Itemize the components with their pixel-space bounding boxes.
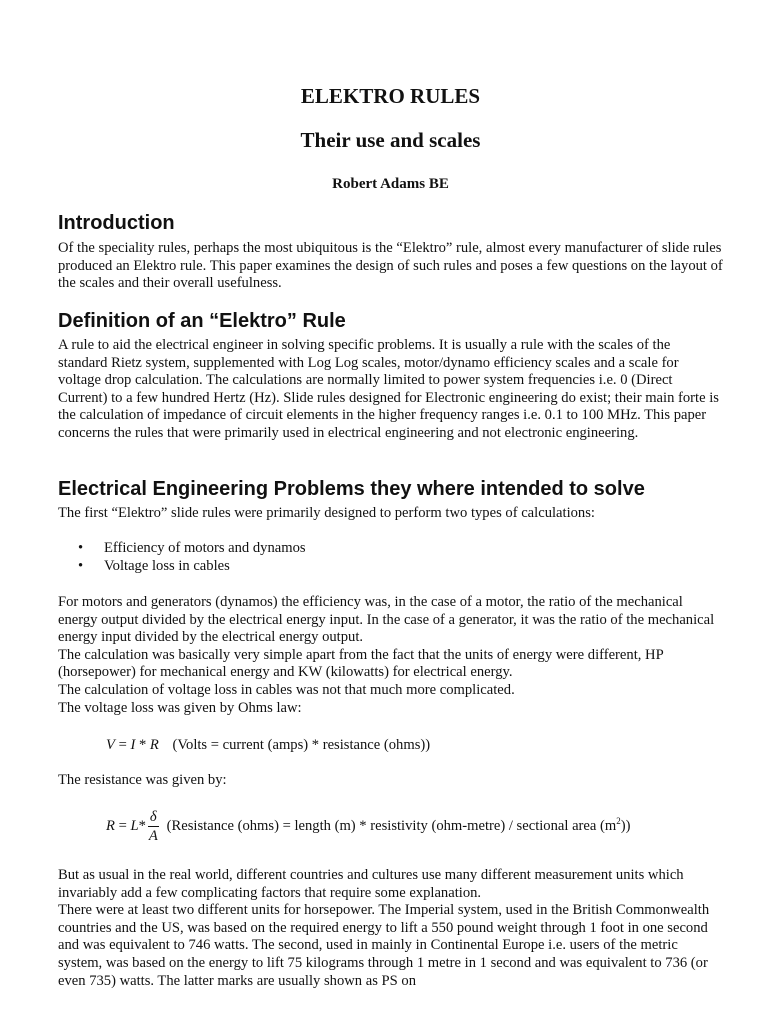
bullet-list xyxy=(78,540,306,575)
formula-symbol: R xyxy=(149,737,159,753)
formula-description: (Resistance (ohms) = length (m) * resistivity (ohm-metre) / sectional area (m xyxy=(166,817,617,834)
document-subtitle: Their use and scales xyxy=(300,128,481,152)
formula-resistance xyxy=(106,808,630,845)
paragraph-units: The calculation was basically very simple apart from the fact that the units of energy were different, HP (horsepower) for mechanical energy and KW (kilowatts) for electrical energy. xyxy=(58,646,664,681)
formula-symbol: I xyxy=(130,737,136,753)
paragraph-introduction: Of the speciality rules, perhaps the most ubiquitous is the “Elektro” rule, almost every manufacturer of slide rules produced an Elektro rule. This paper examines the design of such rules and poses a few questions on the layout of the scales and their overall usefulness. xyxy=(58,240,723,292)
paragraph-problems-intro: The first “Elektro” slide rules were primarily designed to perform two types of calculations: xyxy=(58,505,595,521)
paragraph-efficiency: For motors and generators (dynamos) the efficiency was, in the case of a motor, the ratio of the mechanical energy output divided by the electrical energy input. In the case of a generator, it was the ratio of the mechanical energy input divided by the electrical energy output. xyxy=(58,594,715,646)
formula-symbol: L xyxy=(130,817,139,834)
formula-description: (Volts = current (amps) * resistance (ohms)) xyxy=(172,737,431,753)
paragraph-definition: A rule to aid the electrical engineer in solving specific problems. It is usually a rule with the scales of the standard Rietz system, supplemented with Log Log scales, motor/dynamo efficiency scales and a scale for voltage drop calculation. The calculations are normally limited to power system frequencies i.e. 0 (Direct Current) to a few hundred Hertz (Hz). Slide rules designed for Electronic engineering do exist; their main forte is the calculation of impedance of circuit elements in the higher frequency ranges i.e. 0.1 to 100 MHz. This paper concerns the rules that were primarily used in electrical engineering and not electronic engineering. xyxy=(58,337,719,441)
formula-symbol: V xyxy=(106,737,115,753)
formula-ohms-law xyxy=(106,737,430,755)
formula-operator: = xyxy=(114,817,131,834)
formula-superscript: 2 xyxy=(616,815,621,826)
bullet-icon: • xyxy=(78,557,84,574)
document-title: ELEKTRO RULES xyxy=(300,84,481,108)
paragraph-resistance: The resistance was given by: xyxy=(58,772,227,788)
formula-operator: * xyxy=(138,817,146,834)
document-author: Robert Adams BE xyxy=(332,176,449,192)
list-item xyxy=(78,558,306,576)
heading-problems: Electrical Engineering Problems they where intended to solve xyxy=(58,478,645,500)
fraction-denominator: A xyxy=(148,828,158,844)
bullet-icon: • xyxy=(78,540,84,556)
heading-definition: Definition of an “Elektro” Rule xyxy=(58,310,346,332)
fraction-numerator: δ xyxy=(149,809,157,825)
formula-description-end: )) xyxy=(620,817,631,834)
paragraph-units-complication: But as usual in the real world, different countries and cultures use many different measurement units which invariably add a few complicating factors that require some explanation. xyxy=(58,867,684,901)
paragraph-voltage-loss: The calculation of voltage loss in cables was not that much more complicated. xyxy=(58,681,515,698)
formula-symbol: R xyxy=(106,817,115,834)
list-item-text: Efficiency of motors and dynamos xyxy=(104,540,306,556)
paragraph-group xyxy=(58,594,723,717)
list-item-text: Voltage loss in cables xyxy=(104,557,230,574)
paragraph-horsepower: There were at least two different units for horsepower. The Imperial system, used in the British Commonwealth countries and the US, was based on the required energy to lift a 550 pound weight through 1 foot in one second and was equivalent to 746 watts. The second, used in mainly in Continental Europe i.e. users of the metric system, was based on the energy to lift 75 kilograms through 1 metre in 1 second and was equivalent to 736 (or even 735) watts. The latter marks are usually shown as PS on xyxy=(58,902,710,989)
paragraph-group xyxy=(58,867,723,990)
formula-operator: = xyxy=(114,737,131,753)
paragraph-ohms-law: The voltage loss was given by Ohms law: xyxy=(58,699,302,716)
formula-fraction xyxy=(148,808,159,845)
list-item xyxy=(78,540,306,558)
heading-introduction: Introduction xyxy=(58,212,175,234)
formula-operator: * xyxy=(135,737,150,753)
